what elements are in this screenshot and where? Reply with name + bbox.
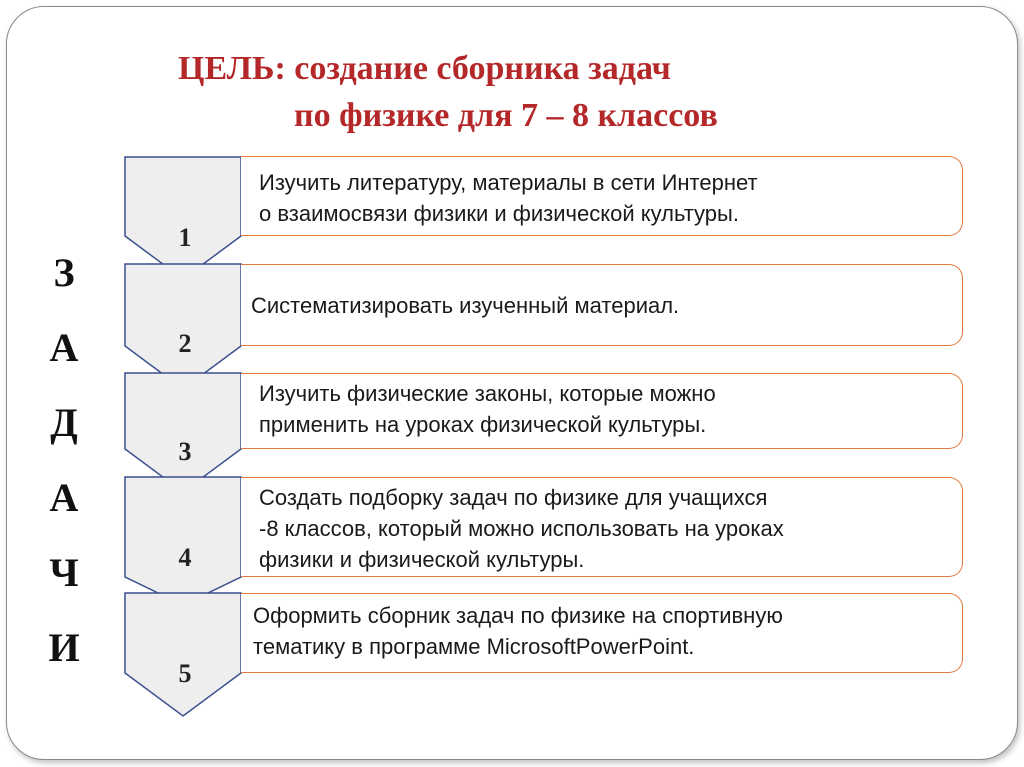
task-box-4 <box>241 477 963 577</box>
step-chevron-2 <box>125 264 241 389</box>
step-chevron-5 <box>125 593 241 716</box>
step-number: 1 <box>178 223 192 252</box>
tasks-letter: А <box>49 475 79 520</box>
chevron-shape <box>125 264 241 389</box>
step-number: 5 <box>178 659 192 688</box>
tasks-letter: И <box>48 625 80 670</box>
chevron-shape <box>125 593 241 716</box>
task-text: Изучить физические законы, которые можно применить на уроках физической культуры. <box>259 381 716 437</box>
goal-title-line-2: по физике для 7 – 8 классов <box>294 97 718 134</box>
step-number: 3 <box>178 437 192 466</box>
step-chevron-4 <box>125 477 241 605</box>
step-chevron-3 <box>125 373 241 492</box>
goal-title-line-1: ЦЕЛЬ: создание сборника задач <box>178 50 671 87</box>
chevron-shape <box>125 373 241 492</box>
task-box-2 <box>241 264 963 346</box>
chevron-shape <box>125 477 241 605</box>
task-box-3 <box>241 373 963 449</box>
task-box-1 <box>241 156 963 236</box>
task-text: Создать подборку задач по физике для учащихся -8 классов, который можно использовать на уроках физики и физической культуры. <box>259 485 784 572</box>
task-text: Систематизировать изученный материал. <box>251 293 680 318</box>
tasks-letter: А <box>49 325 79 370</box>
step-number: 4 <box>178 543 192 572</box>
tasks-letter: Ч <box>49 550 79 595</box>
tasks-letter: Д <box>50 400 78 445</box>
task-text: Изучить литературу, материалы в сети Интернет о взаимосвязи физики и физической культуры. <box>259 170 758 226</box>
chevron-shape <box>125 157 241 279</box>
step-number: 2 <box>178 329 192 358</box>
task-text: Оформить сборник задач по физике на спортивную тематику в программе MicrosoftPowerPoint. <box>253 603 783 659</box>
task-box-5 <box>241 593 963 673</box>
tasks-letter: З <box>53 250 75 295</box>
step-chevron-1 <box>125 157 241 279</box>
